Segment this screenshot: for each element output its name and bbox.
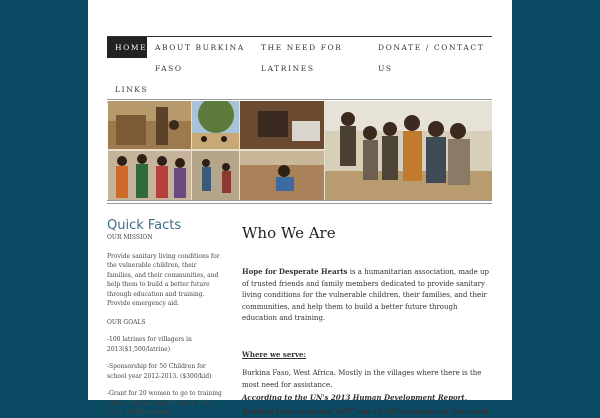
intro-paragraph <box>242 266 492 325</box>
where-heading-text: Where we serve: <box>242 349 307 359</box>
nav-need-for-latrines-link-cont[interactable] <box>261 58 315 79</box>
mission-heading: OUR MISSION <box>107 234 153 241</box>
goal-item: -Sponsorship for 50 Children for school year 2012-2013. ($300/kid) <box>107 363 212 380</box>
intro-text: is a humanitarian association, made up of trusted friends and family members dedicated to provide sanitary living conditions for the vulnerable children, their families, and their communities, and help them to build a better future through education and training. <box>242 268 490 322</box>
mission-text: Provide sanitary living conditions for the vulnerable children, their families, and their communities, and help them to build a better future through education and training. Provide emergency aid. <box>107 252 220 307</box>
nav-need-for-latrines-link[interactable] <box>261 37 343 58</box>
nav-about-burkina-faso-link-cont[interactable] <box>155 58 183 79</box>
main-content <box>242 224 492 418</box>
banner-divider <box>107 200 492 204</box>
report-ordinal: rd <box>350 406 357 413</box>
nav-home-link[interactable]: HOME <box>107 37 147 58</box>
nav-need-line-2: LATRINES <box>261 64 315 73</box>
main-navigation <box>107 36 492 100</box>
where-we-serve-text: Burkina Faso, West Africa. Mostly in the villages where there is the most need for assistance. <box>242 369 482 389</box>
organization-name: Hope for Desperate Hearts <box>242 267 348 276</box>
sidebar-title: Quick Facts <box>107 218 182 233</box>
nav-about-line-1: ABOUT BURKINA <box>155 43 245 52</box>
goals-heading: OUR GOALS <box>107 318 146 326</box>
nav-donate-line-2: US <box>378 64 393 73</box>
nav-about-burkina-faso-link[interactable] <box>155 37 245 58</box>
banner-photo-collage <box>108 101 492 200</box>
report-text-1: According to the UN's 2013 Human Development Report, Burkina Faso is ranked 183 <box>242 393 468 416</box>
sidebar-quick-facts <box>107 218 222 418</box>
nav-need-line-1: THE NEED FOR <box>261 43 343 52</box>
page-title: Who We Are <box>242 224 336 242</box>
nav-donate-line-1: DONATE / CONTACT <box>378 43 485 52</box>
page-container <box>88 0 512 416</box>
nav-links-link[interactable]: LINKS <box>115 85 149 94</box>
nav-donate-contact-link-cont[interactable] <box>378 58 393 79</box>
nav-about-line-2: FASO <box>155 64 183 73</box>
goal-item: -100 latrines for villagers in 2013($1,500/latrine) <box>107 336 192 353</box>
report-text-2: out of 187 countries in the world. <box>356 406 491 416</box>
nav-donate-contact-link[interactable] <box>378 37 484 58</box>
where-we-serve-heading <box>242 349 492 362</box>
header-banner-image <box>108 101 492 200</box>
goal-item: -Grant for 20 women to go to training school (Nurses and Teachers 2012-2013. $700/ woman) <box>107 390 222 416</box>
un-report-statement <box>242 392 492 418</box>
